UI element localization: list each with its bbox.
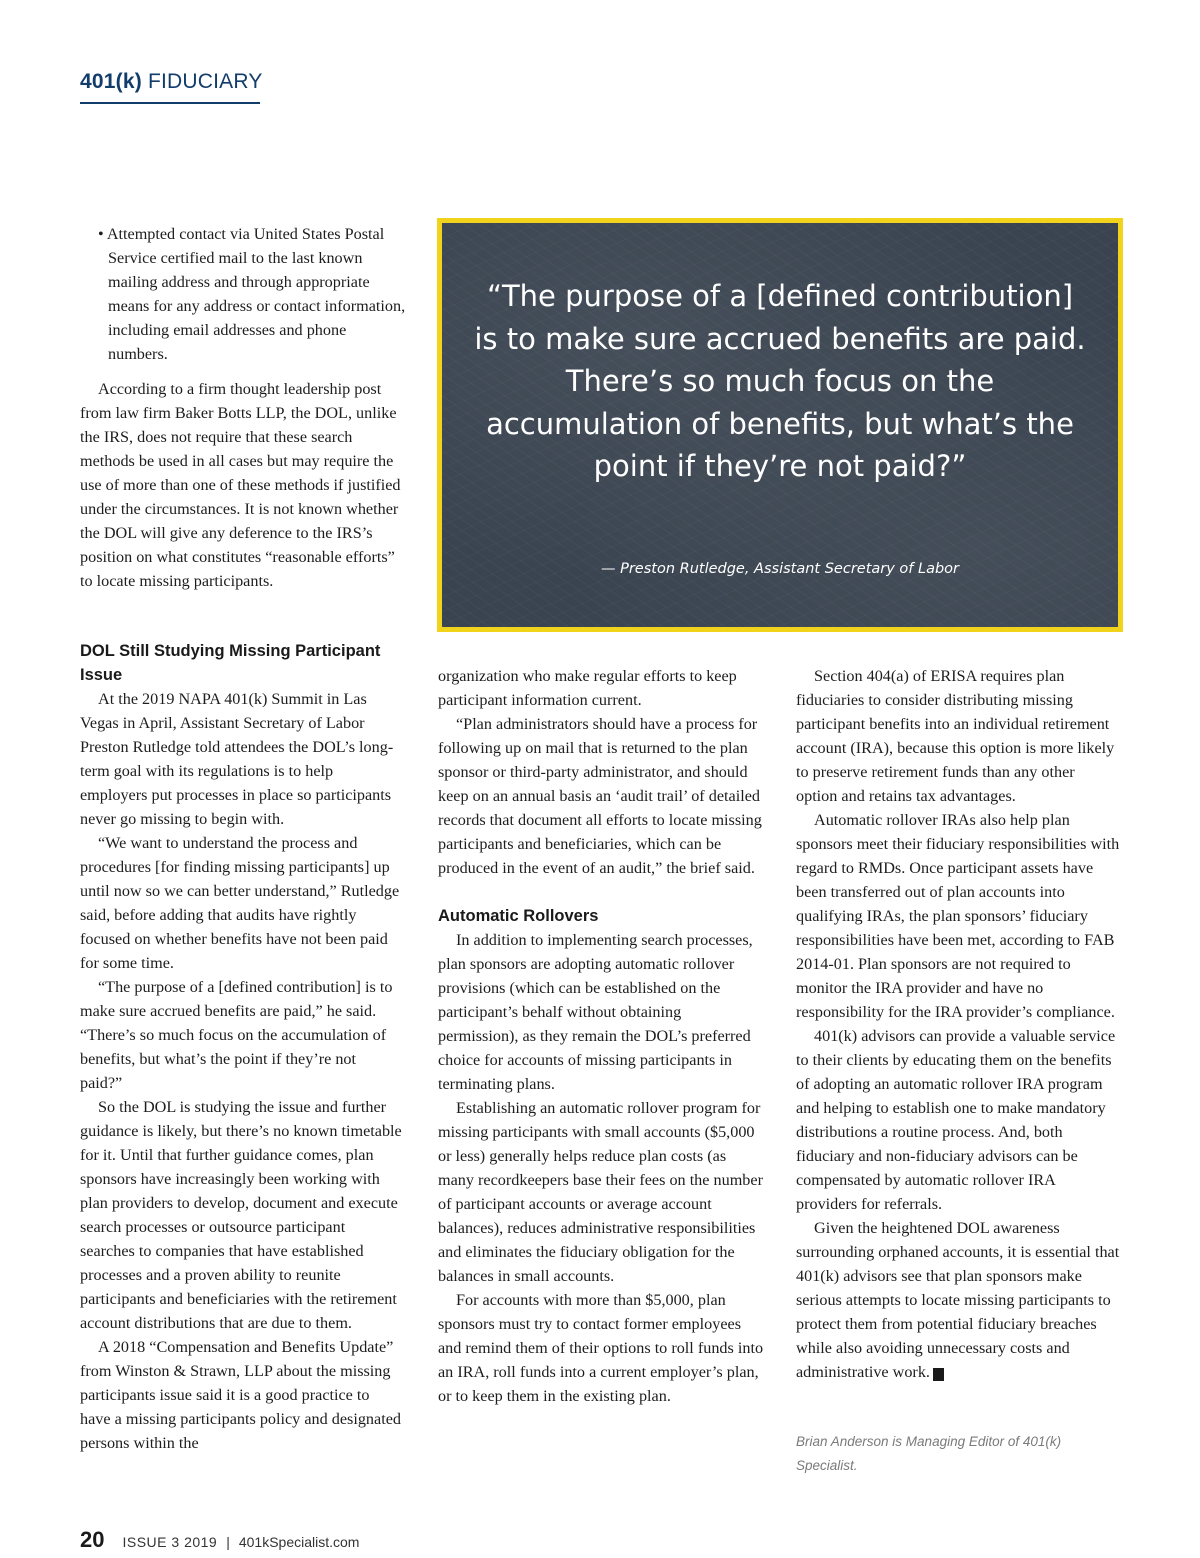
header-section: FIDUCIARY: [147, 70, 263, 93]
section-header: [80, 70, 263, 94]
paragraph: At the 2019 NAPA 401(k) Summit in Las Vegas in April, Assistant Secretary of Labor Preston Rutledge told attendees the DOL’s long-term goal with its regulations is to help employers put processes in place so participants never go missing to begin with.: [80, 690, 394, 828]
col1-top-text: [80, 377, 402, 593]
paragraph: So the DOL is studying the issue and further guidance is likely, but there’s no known timetable for it. Until that further guidance comes, plan sponsors have increasingly been working with plan providers to develop, document and execute search processes or outsource participant searches to companies that have established processes and a proven ability to reunite participants and beneficiaries with the retirement account distributions that are due to them.: [80, 1098, 402, 1332]
paragraph: Automatic rollover IRAs also help plan sponsors meet their fiduciary responsibilities with regard to RMDs. Once participant assets have been transferred out of plan accounts into qualifying IRAs, the plan sponsors’ fiduciary responsibilities have been met, according to FAB 2014-01. Plan sponsors are not required to monitor the IRA provider and have no responsibility for the IRA provider’s compliance.: [796, 811, 1120, 1021]
pull-quote-text: “The purpose of a [defined contribution] is to make sure accrued benefits are paid. There’s so much focus on the accumulation of benefits, but what’s the point if they’re not paid?”: [474, 279, 1086, 483]
column-2: [438, 664, 764, 1408]
footer-site: 401kSpecialist.com: [238, 1534, 360, 1550]
end-mark-icon: K: [933, 1368, 944, 1381]
paragraph: According to a firm thought leadership post from law firm Baker Botts LLP, the DOL, unlike the IRS, does not require that these search methods be used in all cases but may require the use of more than one of these methods if justified under the circumstances. It is not known whether the DOL will give any deference to the IRS’s position on what constitutes “reasonable efforts” to locate missing participants.: [80, 380, 401, 590]
paragraph: “We want to understand the process and procedures [for finding missing participants] up until now so we can better understand,” Rutledge said, before adding that audits have rightly focused on whether benefits have not been paid for some time.: [80, 834, 400, 972]
paragraph: organization who make regular efforts to keep participant information current.: [438, 667, 737, 709]
column-1: [80, 639, 402, 1455]
pull-quote-attribution: — Preston Rutledge, Assistant Secretary of Labor: [600, 561, 960, 577]
paragraph-final: [796, 1216, 1120, 1384]
issue-label: ISSUE 3 2019: [122, 1534, 218, 1550]
paragraph-text: Given the heightened DOL awareness surrounding orphaned accounts, it is essential that 401(k) advisors see that plan sponsors make serious attempts to locate missing participants to protect them from potential fiduciary breaches while also avoiding unnecessary costs and administrative work.: [796, 1219, 1120, 1381]
header-rule: [80, 102, 260, 104]
column-3: [796, 664, 1120, 1384]
page-number: 20: [80, 1527, 105, 1552]
paragraph: “The purpose of a [defined contribution] is to make sure accrued benefits are paid,” he said. “There’s so much focus on the accumulation of benefits, but what’s the point if they’re not paid?”: [80, 978, 393, 1092]
paragraph: Section 404(a) of ERISA requires plan fiduciaries to consider distributing missing participant benefits into an individual retirement account (IRA), because this option is more likely to preserve retirement funds than any other option and retains tax advantages.: [796, 667, 1115, 805]
paragraph: For accounts with more than $5,000, plan sponsors must try to contact former employees and remind them of their options to roll funds into an IRA, roll funds into a current employer’s plan, or to keep them in the existing plan.: [438, 1291, 764, 1405]
paragraph: A 2018 “Compensation and Benefits Update” from Winston & Strawn, LLP about the missing participants issue said it is a good practice to have a missing participants policy and designated persons within the: [80, 1338, 401, 1452]
page-footer: [80, 1527, 359, 1553]
author-note: Brian Anderson is Managing Editor of 401(k) Specialist.: [796, 1434, 1062, 1473]
section-heading: Automatic Rollovers: [438, 907, 599, 925]
footer-separator: |: [226, 1534, 230, 1550]
bullet-item: • Attempted contact via United States Postal Service certified mail to the last known mailing address and through appropriate means for any address or contact information, including email addresses and phone numbers.: [98, 225, 406, 363]
header-brand: 401(k): [80, 70, 142, 93]
pull-quote-box: [437, 218, 1123, 632]
paragraph: 401(k) advisors can provide a valuable service to their clients by educating them on the benefits of adopting an automatic rollover IRA program and helping to establish one to make mandatory distributions a routine process. And, both fiduciary and non-fiduciary advisors can be compensated by automatic rollover IRA providers for referrals.: [796, 1027, 1116, 1213]
paragraph: In addition to implementing search processes, plan sponsors are adopting automatic rollover provisions (which can be established on the participant’s behalf without obtaining permission), as they remain the DOL’s preferred choice for accounts of missing participants in terminating plans.: [438, 931, 753, 1093]
paragraph: Establishing an automatic rollover program for missing participants with small accounts ($5,000 or less) generally helps reduce plan costs (as many recordkeepers base their fees on the number of participant accounts or average account balances), reduces administrative responsibilities and eliminates the fiduciary obligation for the balances in small accounts.: [438, 1099, 763, 1285]
paragraph: “Plan administrators should have a process for following up on mail that is returned to the plan sponsor or third-party administrator, and should keep on an annual basis an ‘audit trail’ of detailed records that document all efforts to locate missing participants and beneficiaries, which can be produced in the event of an audit,” the brief said.: [438, 715, 762, 877]
section-heading: DOL Still Studying Missing Participant Issue: [80, 642, 381, 684]
